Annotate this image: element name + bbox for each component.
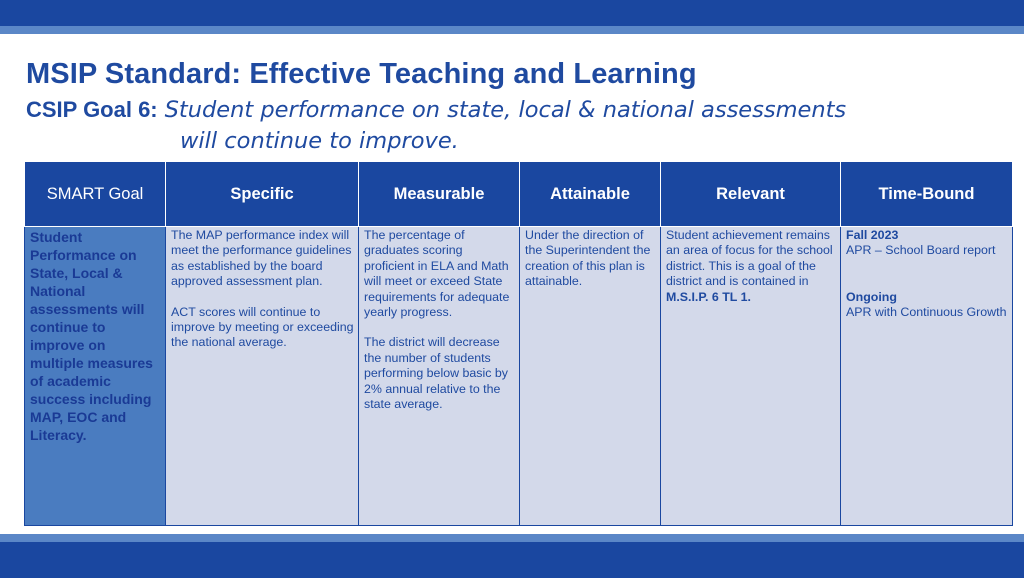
timeline-heading: Ongoing (846, 289, 897, 304)
top-banner-stripe (0, 26, 1024, 34)
timeline-entry (846, 228, 1008, 259)
page-title: MSIP Standard: Effective Teaching and Learning (26, 58, 697, 90)
goal-text-line1: Student performance on state, local & national assessments (164, 97, 847, 123)
header-attainable: Attainable (520, 162, 661, 227)
relevant-text: Student achievement remains an area of focus for the school district. This is a goal of the district and is contained in (666, 228, 833, 289)
relevant-highlight: M.S.I.P. 6 TL 1. (666, 289, 751, 304)
header-relevant: Relevant (661, 162, 841, 227)
bottom-banner (0, 542, 1024, 578)
cell-time-bound (841, 227, 1013, 526)
smart-goal-table (24, 161, 1013, 526)
specific-paragraph-1: The MAP performance index will meet the performance guidelines as established by the board approved assessment plan. (171, 228, 352, 289)
bottom-banner-stripe (0, 534, 1024, 542)
measurable-paragraph-2: The district will decrease the number of students performing below basic by 2% annual relative to the state average. (364, 335, 508, 412)
table-header-row (25, 162, 1013, 227)
header-specific: Specific (166, 162, 359, 227)
cell-attainable: Under the direction of the Superintendent the creation of this plan is attainable. (520, 227, 661, 526)
cell-specific (166, 227, 359, 526)
timeline-text: APR with Continuous Growth (846, 305, 1007, 320)
timeline-entry (846, 290, 1008, 321)
cell-smart-goal: Student Performance on State, Local & National assessments will continue to improve on multiple measures of academic success including MAP, EOC and Literacy. (25, 227, 166, 526)
cell-measurable (359, 227, 520, 526)
measurable-paragraph-1: The percentage of graduates scoring proficient in ELA and Math will meet or exceed State requirements for adequate yearly progress. (364, 228, 510, 320)
cell-relevant (661, 227, 841, 526)
specific-paragraph-2: ACT scores will continue to improve by meeting or exceeding the national average. (171, 304, 354, 350)
header-smart-goal: SMART Goal (25, 162, 166, 227)
timeline-heading: Fall 2023 (846, 228, 899, 242)
goal-label: CSIP Goal 6: (26, 97, 158, 122)
timeline-text: APR – School Board report (846, 243, 996, 258)
header-measurable: Measurable (359, 162, 520, 227)
header-time-bound: Time-Bound (841, 162, 1013, 227)
page-subtitle (26, 94, 986, 157)
table-row (25, 227, 1013, 526)
top-banner (0, 0, 1024, 26)
goal-text-line2: will continue to improve. (180, 128, 459, 154)
